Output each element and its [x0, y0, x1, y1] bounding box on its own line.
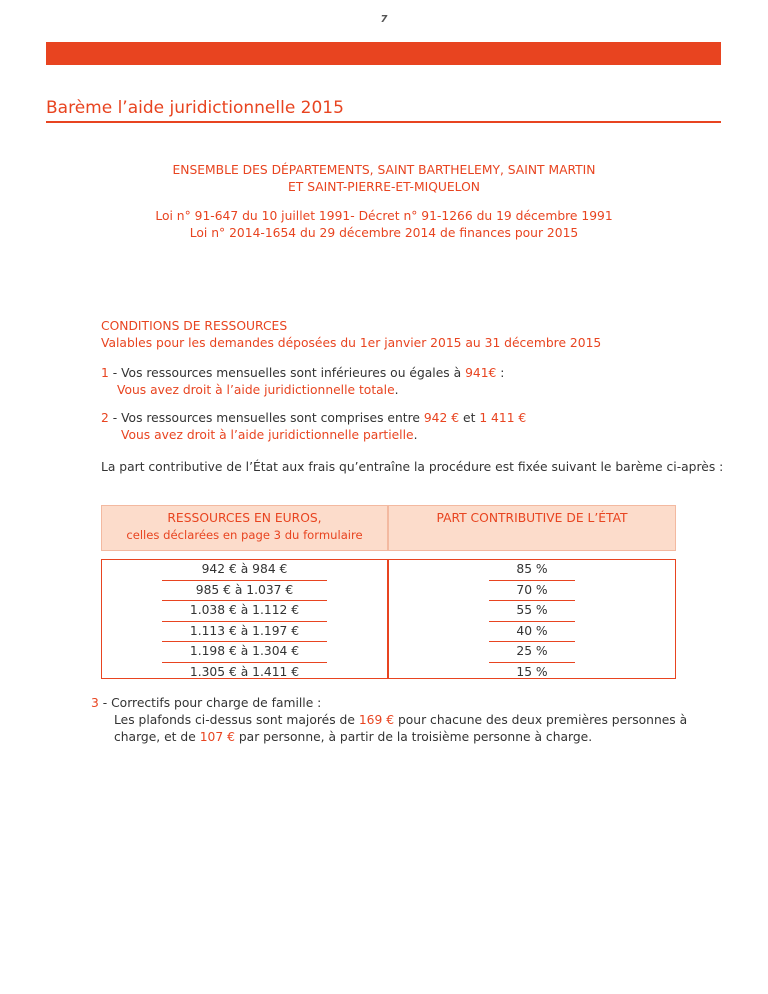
item-3-heading: - Correctifs pour charge de famille :: [102, 696, 322, 710]
item-1-text: - Vos ressources mensuelles sont inférieures ou égales à: [112, 366, 462, 380]
item-2-mid: et: [463, 411, 476, 425]
conditions-title: CONDITIONS DE RESSOURCES: [101, 319, 288, 333]
resources-header-title: RESSOURCES EN EUROS,: [167, 511, 322, 525]
table-row: 985 € à 1.037 €: [162, 581, 327, 602]
table-row: 1.198 € à 1.304 €: [162, 642, 327, 663]
item-1: [101, 365, 504, 382]
item-3-text-4: par personne, à partir de la troisième personne à charge.: [238, 730, 593, 744]
item-1-tail: :: [500, 366, 505, 380]
table-row: 1.113 € à 1.197 €: [162, 622, 327, 643]
item-2: [101, 410, 526, 427]
item-2-result-text: Vous avez droit à l’aide juridictionnelle partielle: [121, 428, 414, 442]
item-3-number: 3: [91, 696, 99, 710]
resources-column: [101, 559, 388, 679]
table-row: 1.038 € à 1.112 €: [162, 601, 327, 622]
table-row: 55 %: [489, 601, 575, 622]
law-references: [0, 208, 768, 242]
item-3-text-2: pour chacune des deux premières personnes à: [397, 713, 688, 727]
item-1-result-text: Vous avez droit à l’aide juridictionnelle totale: [117, 383, 395, 397]
table-row: 70 %: [489, 581, 575, 602]
table-row: 25 %: [489, 642, 575, 663]
table-row: 942 € à 984 €: [162, 560, 327, 581]
table-row: 85 %: [489, 560, 575, 581]
item-2-amount-2: 1 411 €: [479, 411, 527, 425]
item-3-amount-2: 107 €: [199, 730, 235, 744]
item-3-line-1: [114, 712, 687, 729]
page-number: 7: [380, 14, 388, 25]
territories-line-2: ET SAINT-PIERRE-ET-MIQUELON: [288, 180, 480, 194]
item-1-amount: 941€: [465, 366, 497, 380]
table-row: 40 %: [489, 622, 575, 643]
conditions-validity: Valables pour les demandes déposées du 1er janvier 2015 au 31 décembre 2015: [101, 336, 602, 350]
resources-column-header: [101, 505, 388, 551]
contribution-header-title: PART CONTRIBUTIVE DE L’ÉTAT: [436, 511, 628, 525]
scale-intro: La part contributive de l’État aux frais qu’entraîne la procédure est fixée suivant le barème ci-après :: [101, 460, 724, 474]
table-row: 15 %: [516, 664, 548, 679]
item-3-text-3: charge, et de: [114, 730, 196, 744]
contribution-column-header: [388, 505, 676, 551]
item-3-text-1: Les plafonds ci-dessus sont majorés de: [114, 713, 355, 727]
territories-heading: [0, 162, 768, 196]
contribution-table: [101, 505, 676, 679]
section-title: Barème l’aide juridictionnelle 2015: [46, 98, 344, 118]
item-3-amount-1: 169 €: [358, 713, 395, 727]
item-3-title: [91, 695, 321, 712]
item-1-result: Vous avez droit à l’aide juridictionnelle totale.: [117, 383, 399, 397]
item-3-line-2: [114, 729, 592, 746]
item-2-result: Vous avez droit à l’aide juridictionnelle partielle.: [121, 428, 418, 442]
item-2-text: - Vos ressources mensuelles sont comprises entre: [112, 411, 420, 425]
item-1-number: 1: [101, 366, 109, 380]
item-2-amount-1: 942 €: [423, 411, 460, 425]
table-row: 1.305 € à 1.411 €: [189, 664, 300, 679]
header-band: [46, 42, 721, 65]
law-reference-1: Loi n° 91-647 du 10 juillet 1991- Décret n° 91-1266 du 19 décembre 1991: [155, 209, 613, 223]
item-2-number: 2: [101, 411, 109, 425]
resources-header-subtitle: celles déclarées en page 3 du formulaire: [126, 528, 363, 542]
title-rule: [46, 121, 721, 123]
territories-line-1: ENSEMBLE DES DÉPARTEMENTS, SAINT BARTHELEMY, SAINT MARTIN: [172, 163, 596, 177]
contribution-column: [388, 559, 676, 679]
law-reference-2: Loi n° 2014-1654 du 29 décembre 2014 de finances pour 2015: [189, 226, 579, 240]
